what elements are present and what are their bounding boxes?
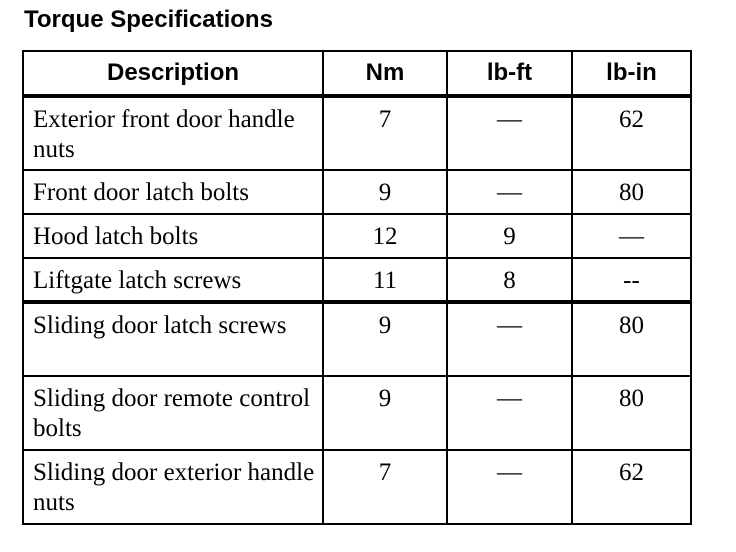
row-nm: 12 <box>323 214 447 258</box>
row-lb-in: 62 <box>572 450 691 524</box>
row-lb-ft: — <box>447 96 572 170</box>
header-lb-ft: lb-ft <box>447 51 572 96</box>
row-description: Hood latch bolts <box>23 214 323 258</box>
row-nm: 7 <box>323 96 447 170</box>
row-nm: 9 <box>323 302 447 376</box>
row-nm: 11 <box>323 258 447 302</box>
table-row <box>23 258 691 302</box>
row-lb-in: 62 <box>572 96 691 170</box>
header-description: Description <box>23 51 323 96</box>
row-description: Front door latch bolts <box>23 170 323 214</box>
row-lb-in: — <box>572 214 691 258</box>
row-lb-in: -- <box>572 258 691 302</box>
row-lb-ft: — <box>447 450 572 524</box>
row-description: Exterior front door handle nuts <box>23 96 323 170</box>
table-row <box>23 96 691 170</box>
row-lb-ft: — <box>447 170 572 214</box>
row-nm: 9 <box>323 376 447 450</box>
row-nm: 9 <box>323 170 447 214</box>
row-lb-ft: 9 <box>447 214 572 258</box>
table-row <box>23 376 691 450</box>
table-row <box>23 214 691 258</box>
row-lb-in: 80 <box>572 170 691 214</box>
row-lb-ft: — <box>447 376 572 450</box>
row-description: Sliding door exterior handle nuts <box>23 450 323 524</box>
row-lb-ft: 8 <box>447 258 572 302</box>
table-row <box>23 450 691 524</box>
row-nm: 7 <box>323 450 447 524</box>
header-lb-in: lb-in <box>572 51 691 96</box>
torque-spec-table <box>22 50 692 525</box>
row-description: Sliding door latch screws <box>23 302 323 376</box>
row-description: Liftgate latch screws <box>23 258 323 302</box>
row-lb-ft: — <box>447 302 572 376</box>
table-row <box>23 170 691 214</box>
row-description: Sliding door remote control bolts <box>23 376 323 450</box>
row-lb-in: 80 <box>572 376 691 450</box>
row-lb-in: 80 <box>572 302 691 376</box>
page-title: Torque Specifications <box>24 6 273 33</box>
header-nm: Nm <box>323 51 447 96</box>
table-header-row <box>23 51 691 96</box>
table-row <box>23 302 691 376</box>
